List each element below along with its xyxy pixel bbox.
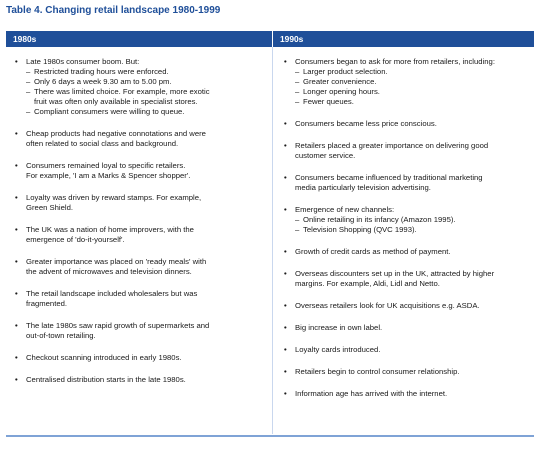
dash-icon: – [26, 87, 31, 96]
bullet-icon: • [284, 173, 287, 182]
list-item [14, 353, 264, 363]
item-text-line: Retailers placed a greater importance on delivering good [295, 141, 489, 150]
list-item [14, 289, 264, 309]
table-body-row [6, 47, 534, 434]
retail-table [6, 31, 534, 437]
list-item [283, 269, 526, 289]
column-1980s [6, 47, 273, 434]
sub-item [26, 77, 264, 87]
list-item [283, 173, 526, 193]
item-text-line: The UK was a nation of home improvers, with the [26, 225, 194, 234]
list-item [283, 57, 526, 107]
sub-item-text: Restricted trading hours were enforced. [34, 67, 169, 76]
sub-item-text: Greater convenience. [303, 77, 377, 86]
list-item [283, 367, 526, 377]
bullet-icon: • [284, 57, 287, 66]
header-1980s: 1980s [6, 31, 273, 47]
sub-item-text: Online retailing in its infancy (Amazon 1995). [303, 215, 456, 224]
item-text: Consumers began to ask for more from retailers, including: [295, 57, 495, 66]
sub-item-text: Television Shopping (QVC 1993). [303, 225, 417, 234]
item-text-line: out-of-town retailing. [26, 331, 96, 340]
bullet-icon: • [284, 141, 287, 150]
list-item [283, 247, 526, 257]
item-text: Emergence of new channels: [295, 205, 395, 214]
bullet-icon: • [15, 225, 18, 234]
sub-item-text: Fewer queues. [303, 97, 354, 106]
bullet-icon: • [15, 353, 18, 362]
item-text-line: Cheap products had negative connotations and were [26, 129, 206, 138]
item-text: Late 1980s consumer boom. But: [26, 57, 140, 66]
sub-item [295, 225, 526, 235]
item-text-line: Consumers became influenced by traditional marketing [295, 173, 483, 182]
item-text-line: Information age has arrived with the internet. [295, 389, 448, 398]
item-text-line: Loyalty cards introduced. [295, 345, 381, 354]
sub-item-continuation: fruit was often only available in specialist stores. [34, 97, 198, 106]
sub-item-text: Longer opening hours. [303, 87, 380, 96]
item-text-line: For example, 'I am a Marks & Spencer shopper'. [26, 171, 191, 180]
item-text-line: the advent of microwaves and television dinners. [26, 267, 192, 276]
item-text-line: margins. For example, Aldi, Lidl and Netto. [295, 279, 440, 288]
sub-item-text: Compliant consumers were willing to queue. [34, 107, 185, 116]
item-text-line: Consumers became less price conscious. [295, 119, 437, 128]
list-item [14, 193, 264, 213]
sub-item [295, 77, 526, 87]
item-text-line: customer service. [295, 151, 356, 160]
list-item [283, 301, 526, 311]
table-title: Table 4. Changing retail landscape 1980-1999 [6, 5, 221, 16]
item-text-line: often related to social class and background. [26, 139, 179, 148]
bullet-icon: • [284, 301, 287, 310]
bullet-icon: • [284, 345, 287, 354]
sub-item [26, 67, 264, 77]
list-item [14, 321, 264, 341]
item-text-line: Checkout scanning introduced in early 1980s. [26, 353, 182, 362]
bullet-icon: • [284, 323, 287, 332]
item-text-line: media particularly television advertising. [295, 183, 431, 192]
bullet-icon: • [15, 193, 18, 202]
list-item [283, 389, 526, 399]
item-text-line: emergence of 'do-it-yourself'. [26, 235, 125, 244]
list-item [14, 257, 264, 277]
list-item [283, 323, 526, 333]
dash-icon: – [295, 97, 300, 106]
item-text-line: Overseas discounters set up in the UK, attracted by higher [295, 269, 495, 278]
dash-icon: – [295, 225, 300, 234]
list-item [14, 161, 264, 181]
dash-icon: – [295, 77, 300, 86]
item-text-line: Consumers remained loyal to specific retailers. [26, 161, 186, 170]
sub-item [26, 87, 264, 107]
item-text-line: Greater importance was placed on 'ready meals' with [26, 257, 207, 266]
list-item [14, 129, 264, 149]
column-1990s [273, 47, 534, 434]
sub-item [295, 87, 526, 97]
list-item [283, 119, 526, 129]
bullet-icon: • [284, 389, 287, 398]
bullet-icon: • [15, 257, 18, 266]
sub-item-text: Larger product selection. [303, 67, 388, 76]
dash-icon: – [26, 107, 31, 116]
dash-icon: – [295, 87, 300, 96]
bullet-icon: • [15, 289, 18, 298]
sub-item [295, 67, 526, 77]
bullet-icon: • [284, 247, 287, 256]
sub-item-text: There was limited choice. For example, more exotic [34, 87, 210, 96]
header-1990s: 1990s [280, 34, 304, 44]
bullet-icon: • [284, 269, 287, 278]
sub-item [295, 215, 526, 225]
bullet-icon: • [15, 129, 18, 138]
sub-item [26, 107, 264, 117]
bullet-icon: • [284, 367, 287, 376]
sub-item [295, 97, 526, 107]
item-text-line: Growth of credit cards as method of payment. [295, 247, 451, 256]
item-text-line: Centralised distribution starts in the late 1980s. [26, 375, 186, 384]
item-text-line: fragmented. [26, 299, 68, 308]
bullet-icon: • [15, 375, 18, 384]
dash-icon: – [295, 215, 300, 224]
bullet-icon: • [284, 119, 287, 128]
list-item [14, 57, 264, 117]
bullet-icon: • [15, 161, 18, 170]
item-text-line: Retailers begin to control consumer relationship. [295, 367, 460, 376]
bullet-icon: • [284, 205, 287, 214]
list-item [283, 345, 526, 355]
list-item [283, 205, 526, 235]
dash-icon: – [26, 77, 31, 86]
dash-icon: – [295, 67, 300, 76]
sub-item-text: Only 6 days a week 9.30 am to 5.00 pm. [34, 77, 172, 86]
list-item [283, 141, 526, 161]
item-text-line: Overseas retailers look for UK acquisitions e.g. ASDA. [295, 301, 480, 310]
item-text-line: The late 1980s saw rapid growth of supermarkets and [26, 321, 210, 330]
item-text-line: Big increase in own label. [295, 323, 383, 332]
item-text-line: Green Shield. [26, 203, 74, 212]
table-header-row [6, 31, 534, 47]
list-item [14, 375, 264, 385]
list-item [14, 225, 264, 245]
dash-icon: – [26, 67, 31, 76]
item-text-line: The retail landscape included wholesalers but was [26, 289, 198, 298]
bullet-icon: • [15, 57, 18, 66]
bullet-icon: • [15, 321, 18, 330]
item-text-line: Loyalty was driven by reward stamps. For example, [26, 193, 202, 202]
